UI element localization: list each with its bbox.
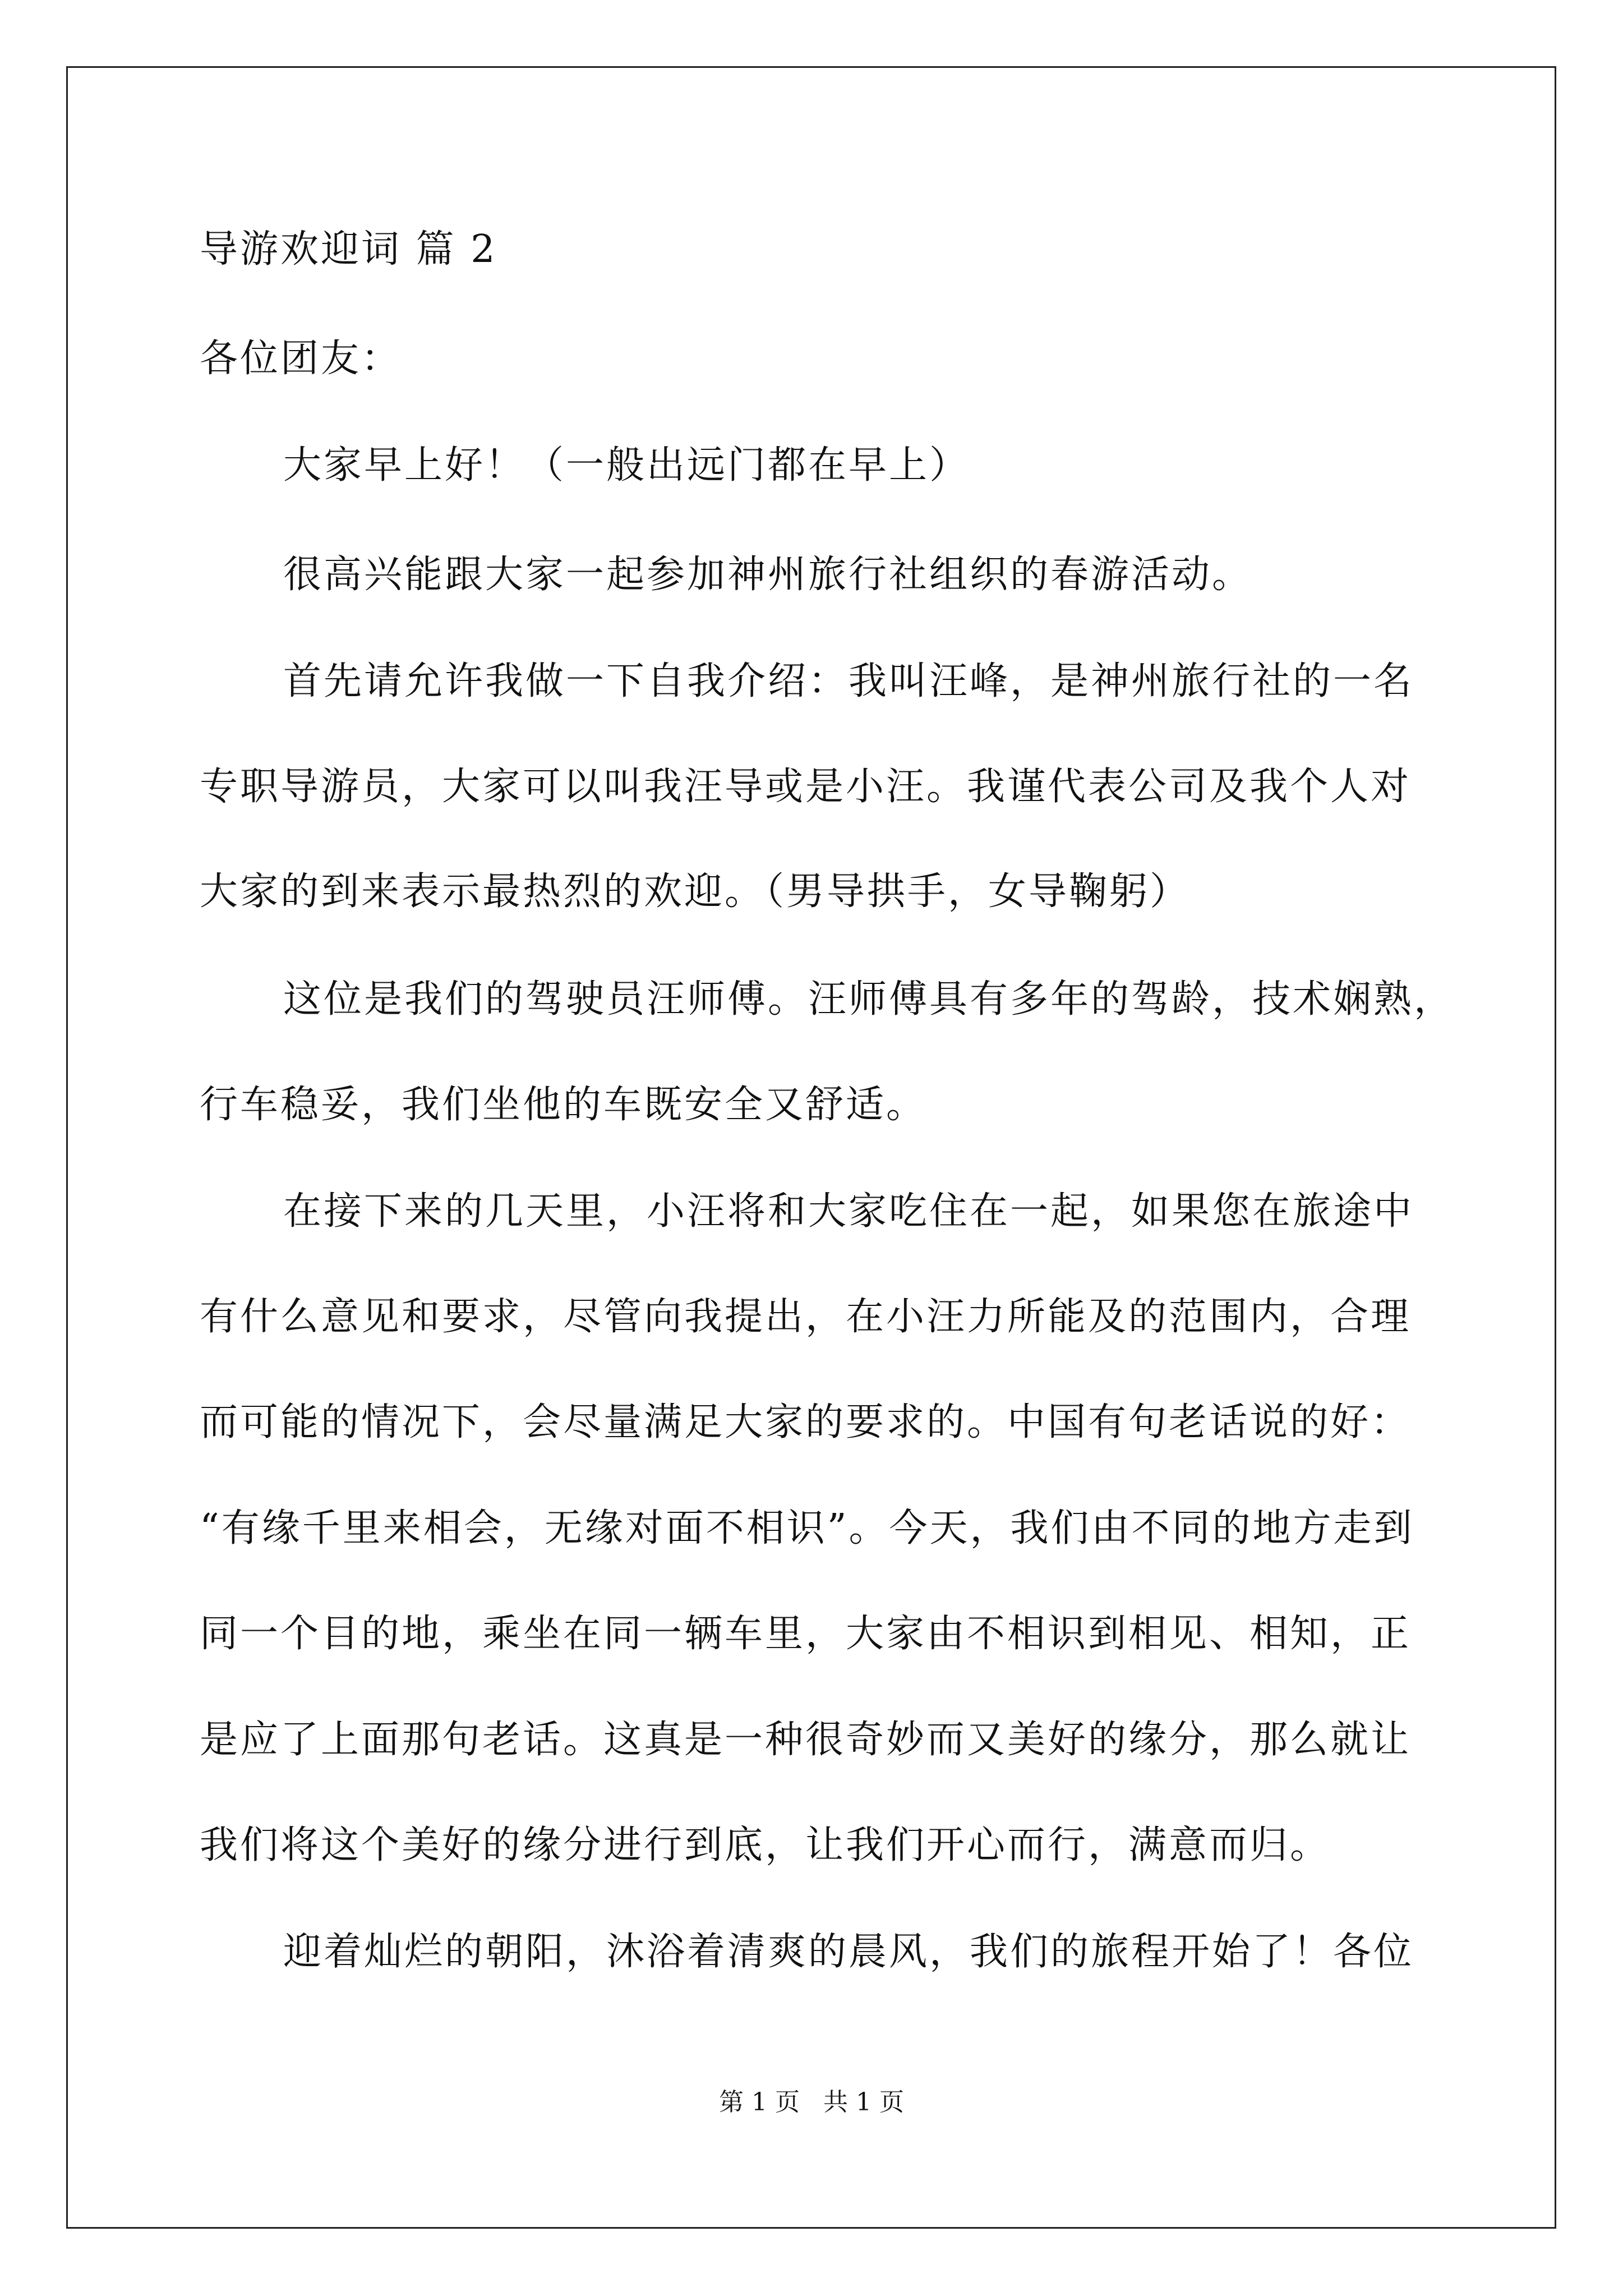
paragraph-line: “有缘千里来相会，无缘对面不相识”。今天，我们由不同的地方走到 <box>200 1506 1414 1550</box>
paragraph-line: 迎着灿烂的朝阳，沐浴着清爽的晨风，我们的旅程开始了！各位 <box>283 1930 1414 1974</box>
page-total: 共 1 页 <box>823 2088 904 2116</box>
paragraph-line: 很高兴能跟大家一起参加神州旅行社组织的春游活动。 <box>283 553 1253 597</box>
page-border <box>66 66 1556 2229</box>
paragraph-line: 在接下来的几天里，小汪将和大家吃住在一起，如果您在旅途中 <box>283 1189 1414 1234</box>
paragraph-line: 而可能的情况下，会尽量满足大家的要求的。中国有句老话说的好： <box>200 1400 1412 1444</box>
paragraph-line: 这位是我们的驾驶员汪师傅。汪师傅具有多年的驾龄，技术娴熟， <box>283 977 1455 1022</box>
paragraph-line: 是应了上面那句老话。这真是一种很奇妙而又美好的缘分，那么就让 <box>200 1718 1412 1762</box>
page-footer <box>0 2087 1623 2118</box>
paragraph-line: 行车稳妥，我们坐他的车既安全又舒适。 <box>200 1083 927 1127</box>
paragraph-line: 我们将这个美好的缘分进行到底，让我们开心而行，满意而归。 <box>200 1823 1331 1867</box>
paragraph-line: 首先请允许我做一下自我介绍：我叫汪峰，是神州旅行社的一名 <box>283 659 1414 703</box>
page-number: 第 1 页 <box>719 2088 800 2116</box>
document-title: 导游欢迎词 篇 2 <box>200 227 497 272</box>
paragraph-line: 同一个目的地，乘坐在同一辆车里，大家由不相识到相见、相知，正 <box>200 1612 1412 1656</box>
paragraph-line: 大家早上好！（一般出远门都在早上） <box>283 443 970 487</box>
paragraph-line: 专职导游员，大家可以叫我汪导或是小汪。我谨代表公司及我个人对 <box>200 765 1412 809</box>
paragraph-line: 有什么意见和要求，尽管向我提出，在小汪力所能及的范围内，合理 <box>200 1295 1412 1339</box>
salutation: 各位团友： <box>200 337 402 381</box>
paragraph-line: 大家的到来表示最热烈的欢迎。（男导拱手，女导鞠躬） <box>200 869 1191 914</box>
